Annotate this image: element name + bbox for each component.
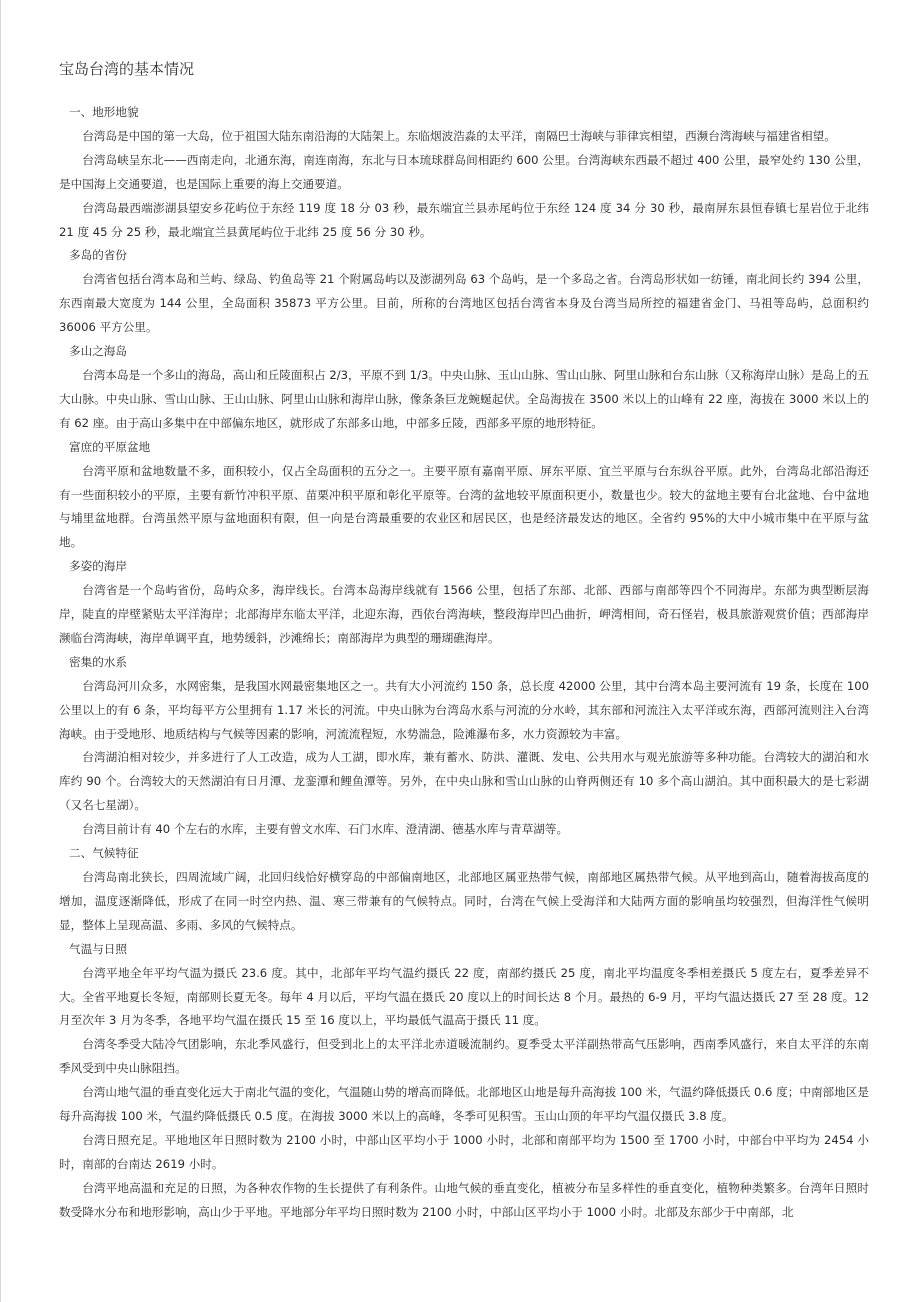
paragraph: 台湾目前计有 40 个左右的水库，主要有曾文水库、石门水库、澄清湖、德基水库与青草湖等。 bbox=[82, 822, 569, 837]
paragraph: 台湾冬季受大陆冷气团影响，东北季风盛行，但受到北上的太平洋北赤道暖流制约。夏季受太平洋副热带高气压影响，西南季风盛行，来自太平洋的东南季风受到中央山脉阻挡。 bbox=[59, 1037, 869, 1076]
paragraph: 台湾省是一个岛屿省份，岛屿众多，海岸线长。台湾本岛海岸线就有 1566 公里，包括了东部、北部、西部与南部等四个不同海岸。东部为典型断层海岸，陡直的岸壁紧贴太平洋海岸；北部海岸东临太平洋，北迎东海，西依台湾海峡，整段海岸凹凸曲折，岬湾相间，奇石怪岩，极具旅游观赏价值；西部海岸濒临台湾海峡，海岸单调平直，地势缓斜，沙滩绵长；南部海岸为典型的珊瑚礁海岸。 bbox=[59, 583, 869, 645]
paragraph: 台湾岛河川众多，水网密集，是我国水网最密集地区之一。共有大小河流约 150 条，总长度 42000 公里，其中台湾本岛主要河流有 19 条，长度在 100 公里以上的有 6 条，平均每平方公里拥有 1.17 米长的河流。中央山脉为台湾岛水系与河流的分水岭，其东部和河流注入太平洋或东海，西部河流则注入台湾海峡。由于受地形、地质结构与气候等因素的影响，河流流程短，水势湍急，险滩瀑布多，水力资源较为丰富。 bbox=[59, 678, 869, 741]
section-heading-terrain: 一、地形地貌 bbox=[69, 105, 139, 119]
paragraph: 台湾平地全年平均气温为摄氏 23.6 度。其中，北部年平均气温约摄氏 22 度，南部约摄氏 25 度，南北平均温度冬季相差摄氏 5 度左右，夏季差异不大。全省平地夏长冬短，南部则长夏无冬。每年 4 月以后，平均气温在摄氏 20 度以上的时间长达 8 个月。最热的 6-9 月，平均气温达摄氏 27 至 28 度。12 月至次年 3 月为冬季，各地平均气温在摄氏 15 至 16 度以上，平均最低气温高于摄氏 11 度。 bbox=[59, 965, 869, 1028]
paragraph: 台湾岛峡呈东北——西南走向，北通东海，南连南海，东北与日本琉球群岛间相距约 600 公里。台湾海峡东西最不超过 400 公里，最窄处约 130 公里，是中国海上交通要道，也是国际上重要的海上交通要道。 bbox=[59, 152, 869, 191]
section-heading-water: 密集的水系 bbox=[69, 654, 127, 669]
paragraph: 台湾平原和盆地数量不多，面积较小，仅占全岛面积的五分之一。主要平原有嘉南平原、屏东平原、宜兰平原与台东纵谷平原。此外，台湾岛北部沿海还有一些面积较小的平原，主要有新竹冲积平原、苗栗冲积平原和彰化平原等。台湾的盆地较平原面积更小，数量也少。较大的盆地主要有台北盆地、台中盆地与埔里盆地群。台湾虽然平原与盆地面积有限，但一向是台湾最重要的农业区和居民区，也是经济最发达的地区。全省约 95%的大中小城市集中在平原与盆地。 bbox=[59, 463, 869, 550]
section-heading-islands: 多岛的省份 bbox=[69, 248, 127, 263]
paragraph: 台湾平地高温和充足的日照，为各种农作物的生长提供了有利条件。山地气候的垂直变化，植被分布呈多样性的垂直变化，植物种类繁多。台湾年日照时数受降水分布和地形影响，高山少于平地。平地部分年平均日照时数为 2100 小时，中部山区平均小于 1000 小时。北部及东部少于中南部，北 bbox=[59, 1180, 869, 1219]
paragraph: 台湾本岛是一个多山的海岛，高山和丘陵面积占 2/3，平原不到 1/3。中央山脉、玉山山脉、雪山山脉、阿里山脉和台东山脉（又称海岸山脉）是岛上的五大山脉。中央山脉、雪山山脉、王山山脉、阿里山山脉和海岸山脉，像条条巨龙蜿蜒起伏。全岛海拔在 3500 米以上的山峰有 22 座，海拔在 3000 米以上的有 62 座。由于高山多集中在中部偏东地区，就形成了东部多山地，中部多丘陵，西部多平原的地形特征。 bbox=[59, 367, 869, 430]
section-heading-coast: 多姿的海岸 bbox=[69, 559, 127, 574]
document-body bbox=[59, 101, 869, 1225]
paragraph: 台湾岛南北狭长，四周流域广阔，北回归线恰好横穿岛的中部偏南地区，北部地区属亚热带气候，南部地区属热带气候。从平地到高山，随着海拔高度的增加，温度逐渐降低，形成了在同一时空内热、温、寒三带兼有的气候特点。同时，台湾在气候上受海洋和大陆两方面的影响虽均较强烈，但海洋性气候明显，整体上呈现高温、多雨、多风的气候特点。 bbox=[59, 870, 869, 932]
section-heading-mountains: 多山之海岛 bbox=[69, 344, 127, 359]
paragraph: 台湾省包括台湾本岛和兰屿、绿岛、钓鱼岛等 21 个附属岛屿以及澎湖列岛 63 个岛屿，是一个多岛之省。台湾岛形状如一纺锤，南北间长约 394 公里，东西南最大宽度为 144 公里，全岛面积 35873 平方公里。目前，所称的台湾地区包括台湾省本身及台湾当局所控的福建省金门、马祖等岛屿，总面积约 36006 平方公里。 bbox=[59, 272, 869, 335]
paragraph: 台湾岛是中国的第一大岛，位于祖国大陆东南沿海的大陆架上。东临烟波浩淼的太平洋，南隔巴士海峡与菲律宾相望，西濒台湾海峡与福建省相望。 bbox=[82, 128, 836, 143]
paragraph: 台湾湖泊相对较少，并多进行了人工改造，成为人工湖，即水库，兼有蓄水、防洪、灌溉、发电、公共用水与观光旅游等多种功能。台湾较大的湖泊和水库约 90 个。台湾较大的天然湖泊有日月潭、龙銮潭和鲤鱼潭等。另外，在中央山脉和雪山山脉的山脊两侧还有 10 多个高山湖泊。其中面积最大的是七彩湖（又名七星湖）。 bbox=[59, 750, 869, 813]
paragraph: 台湾日照充足。平地地区年日照时数为 2100 小时，中部山区平均小于 1000 小时，北部和南部平均为 1500 至 1700 小时，中部台中平均为 2454 小时，南部的台南达 2619 小时。 bbox=[59, 1132, 869, 1171]
section-heading-climate: 二、气候特征 bbox=[69, 846, 139, 861]
paragraph: 台湾岛最西端澎湖县望安乡花屿位于东经 119 度 18 分 03 秒，最东端宜兰县赤尾屿位于东经 124 度 34 分 30 秒，最南屏东县恒春镇七星岩位于北纬 21 度 45 分 25 秒，最北端宜兰县黄尾屿位于北纬 25 度 56 分 30 秒。 bbox=[59, 200, 869, 239]
paragraph: 台湾山地气温的垂直变化远大于南北气温的变化，气温随山势的增高而降低。北部地区山地是每升高海拔 100 米，气温约降低摄氏 0.6 度；中南部地区是每升高海拔 100 米，气温约降低摄氏 0.5 度。在海拔 3000 米以上的高峰，冬季可见积雪。玉山山顶的年平均气温仅摄氏 3.8 度。 bbox=[59, 1085, 869, 1124]
page-title: 宝岛台湾的基本情况 bbox=[59, 60, 195, 78]
section-heading-plains: 富庶的平原盆地 bbox=[69, 439, 151, 454]
section-heading-temperature: 气温与日照 bbox=[69, 941, 127, 956]
